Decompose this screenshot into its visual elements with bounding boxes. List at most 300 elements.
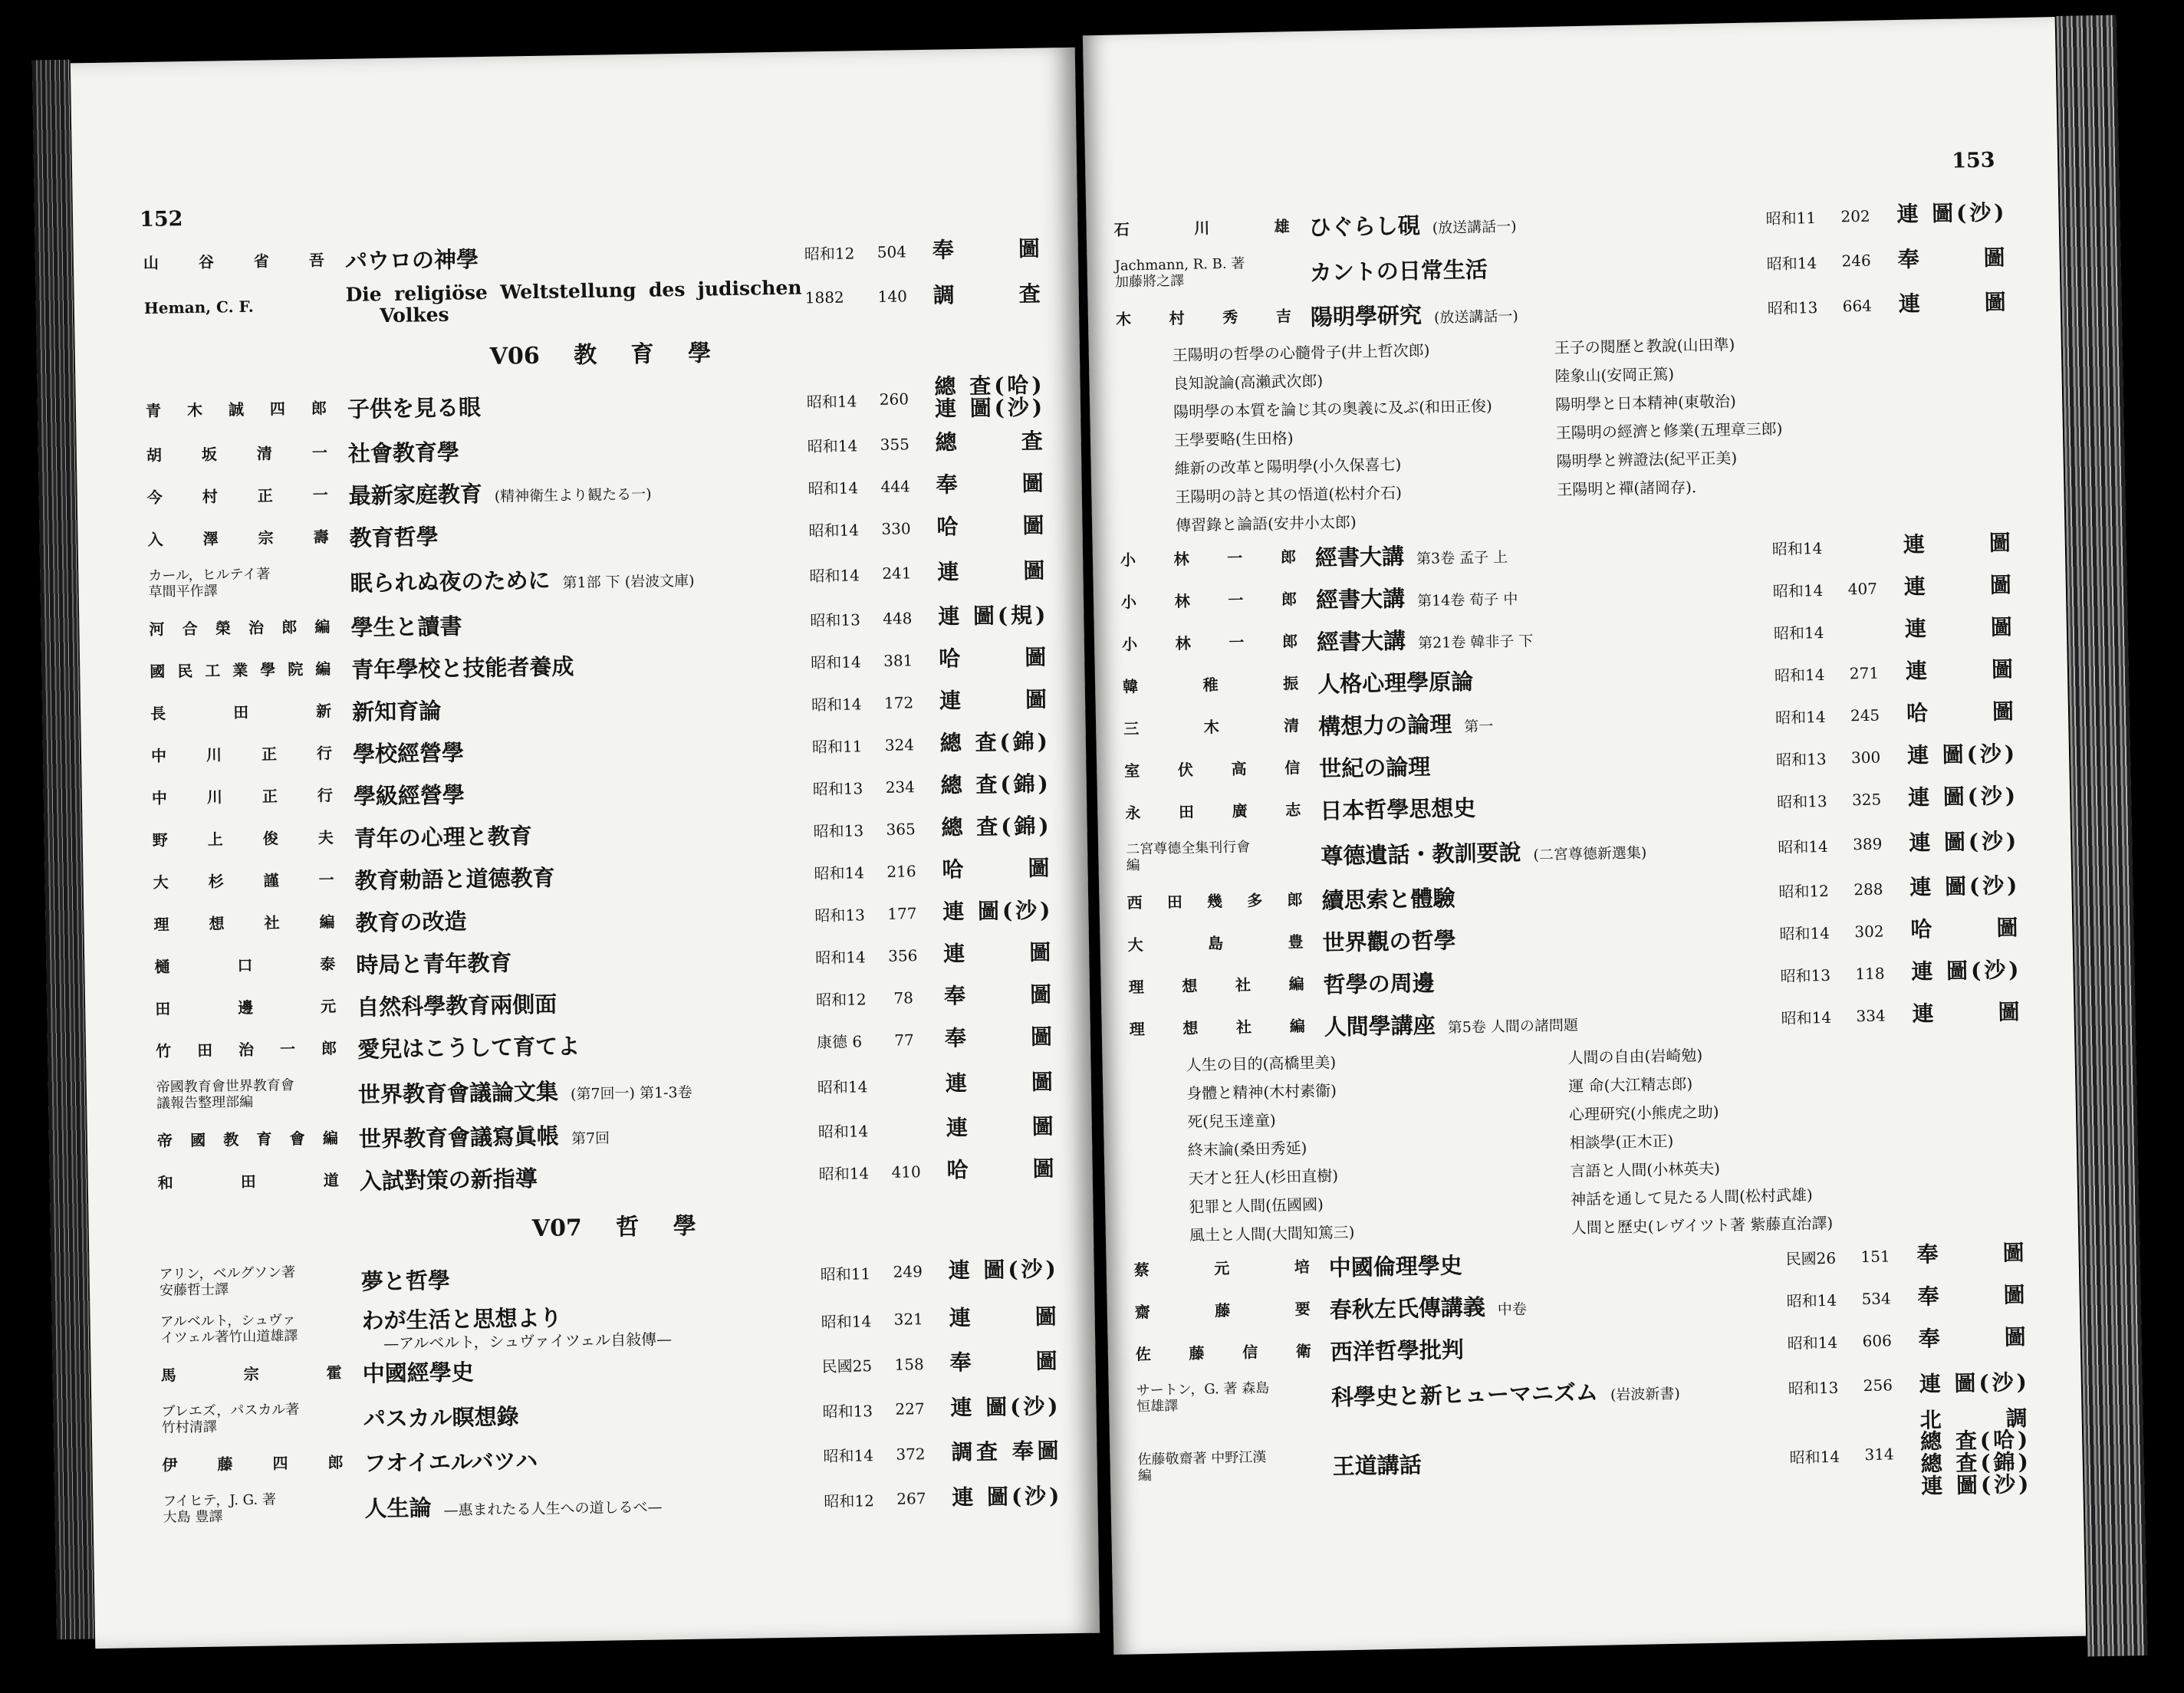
entry-title-line xyxy=(350,559,807,597)
entry-title-line xyxy=(348,429,805,468)
entry-location-line: 連 圖(沙) xyxy=(1911,957,2019,985)
entry-author xyxy=(1123,662,1299,708)
entry-pages: 288 xyxy=(1853,879,1883,899)
entry-title-line xyxy=(358,1070,815,1109)
entry-location xyxy=(1896,192,2005,236)
entry-title-note: 第1部 下 (岩波文庫) xyxy=(562,572,695,591)
entry-location-line: 連 圖(規) xyxy=(938,602,1046,630)
entry-year: 昭和14 xyxy=(811,695,862,715)
entry-location-line: 連 圖(沙) xyxy=(1906,741,2015,769)
entry-title-line xyxy=(349,514,806,552)
contents-item: 王陽明の哲學の心髓骨子(井上哲次郎) xyxy=(1172,340,1430,365)
section-heading: V07 哲 學 xyxy=(531,1212,696,1243)
entry-author-line: 室 伏 高 信 xyxy=(1124,758,1301,781)
entry-author-line: 永 田 廣 志 xyxy=(1125,800,1301,823)
entry-author-line: 西 田 幾 多 郎 xyxy=(1127,890,1303,912)
entry-title-text: 西洋哲學批判 xyxy=(1330,1336,1465,1366)
entry-pages: 140 xyxy=(877,287,908,306)
entry-location-line: 哈 圖 xyxy=(936,512,1044,540)
entry-year: 昭和14 xyxy=(817,1077,868,1096)
entry-title-text: 愛兒はこうして育てよ xyxy=(357,1033,581,1063)
entry-location-line: 連 圖 xyxy=(1898,289,2007,317)
entry-author-line: 佐藤敬齋著 中野江漢 xyxy=(1137,1449,1267,1468)
entry-title-text: 時局と青年教育 xyxy=(356,949,512,978)
entry-location-line: 連 圖(沙) xyxy=(1921,1471,2029,1499)
entry-author-line: 大 杉 謹 一 xyxy=(153,870,334,892)
entry-year: 昭和13 xyxy=(1788,1378,1839,1398)
entry-pages: 172 xyxy=(883,692,914,712)
entry-pages xyxy=(1837,524,1886,567)
entry-title-text: 世紀の論理 xyxy=(1318,753,1431,782)
entry-location xyxy=(938,595,1046,639)
entry-pages: 334 xyxy=(1856,1006,1886,1025)
entry-author xyxy=(156,1027,337,1073)
entry-year: 昭和14 xyxy=(821,1311,872,1331)
entry-location xyxy=(1918,1317,2026,1361)
entry-title-text: 新知育論 xyxy=(351,697,442,725)
entry-title-line xyxy=(362,1349,819,1388)
entry-year: 昭和14 xyxy=(1786,1290,1837,1311)
entry-pages: 302 xyxy=(1854,922,1884,941)
entry-author-line: 帝國教育會世界教育會 xyxy=(156,1077,294,1096)
entry-location xyxy=(932,271,1041,320)
entry-title-text: 人格心理學原論 xyxy=(1317,668,1474,698)
entry-location xyxy=(946,1148,1054,1192)
entry-pages: 314 xyxy=(1864,1445,1894,1465)
entry-year: 昭和14 xyxy=(818,1164,870,1184)
entry-pages: 249 xyxy=(893,1262,923,1281)
entry-author-line: 河 合 榮 治 郎 編 xyxy=(149,617,331,639)
entry-year: 昭和13 xyxy=(814,906,866,925)
entry-title xyxy=(360,1249,817,1303)
entry-author-line: 理 想 社 編 xyxy=(1128,975,1304,997)
entry-year: 昭和14 xyxy=(1771,538,1823,559)
entry-author-line: 長 田 新 xyxy=(150,702,332,723)
entry-author-line: 理 想 社 編 xyxy=(153,912,335,934)
entry-title-line xyxy=(363,1395,820,1433)
entry-author xyxy=(157,1117,339,1162)
entry-title-line xyxy=(359,1157,816,1195)
entry-year: 昭和11 xyxy=(1765,209,1817,228)
entry-title-line xyxy=(1316,574,1771,614)
entry-pages: 365 xyxy=(886,819,916,839)
entry-pages: 267 xyxy=(896,1489,926,1508)
contents-item: 風土と人間(大間知篤三) xyxy=(1189,1222,1355,1244)
entry-author xyxy=(1128,963,1304,1008)
entry-location-line: 總 査(哈) xyxy=(934,373,1042,400)
book-page-left xyxy=(71,48,1100,1649)
contents-item: 心理研究(小熊虎之助) xyxy=(1568,1102,1719,1124)
entry-location-line: 連 圖 xyxy=(1903,530,2011,558)
entry-year: 昭和13 xyxy=(810,610,861,630)
contents-item: 傳習錄と論語(安井小太郎) xyxy=(1175,512,1357,535)
entry-title xyxy=(350,551,807,605)
entry-title-line xyxy=(351,646,808,684)
entry-author xyxy=(151,774,333,820)
entry-title-text: 王道講話 xyxy=(1332,1451,1423,1479)
entry-author xyxy=(157,1159,339,1205)
entry-year: 民國26 xyxy=(1785,1248,1837,1269)
entry-title xyxy=(358,1109,815,1159)
section-heading: V06 教 育 學 xyxy=(489,340,712,370)
entry-location-line: 連 圖 xyxy=(1904,614,2013,643)
entry-subtitle: Volkes xyxy=(379,303,449,327)
entry-author-line: カール，ヒルテイ著 xyxy=(148,566,271,585)
entry-title-note: (第7回一) 第1-3卷 xyxy=(570,1083,692,1103)
entry-author xyxy=(1114,248,1291,298)
entry-title-line xyxy=(352,688,809,726)
entry-pages: 118 xyxy=(1855,964,1885,983)
entry-title-note: (精神衛生より観たる一) xyxy=(494,485,652,505)
entry-title-note: (放送講話一) xyxy=(1432,218,1517,237)
entry-pages: 356 xyxy=(887,945,918,965)
entry-author xyxy=(159,1257,340,1307)
entry-author-line: 大 島 豊 xyxy=(1127,932,1304,955)
entry-title-text: 哲學の周邊 xyxy=(1323,969,1435,998)
entry-location-line: 北 調 xyxy=(1919,1405,2028,1433)
entry-location-line: 連 圖(沙) xyxy=(1919,1369,2028,1397)
entry-author xyxy=(1125,789,1301,834)
entry-location xyxy=(944,974,1052,1017)
entry-location xyxy=(946,1106,1054,1149)
entry-year: 昭和14 xyxy=(814,863,865,883)
entry-year: 康德 6 xyxy=(816,1032,863,1052)
entry-location-line: 連 圖(沙) xyxy=(950,1393,1058,1421)
entry-location-line: 連 圖 xyxy=(1903,572,2012,600)
entry-title-text: 中國經學史 xyxy=(362,1359,474,1387)
entry-title-line xyxy=(1318,701,1773,741)
entry-location xyxy=(936,505,1044,549)
entry-title-line xyxy=(348,472,805,510)
entry-year: 昭和14 xyxy=(1779,923,1830,944)
entry-location-line: 連 圖 xyxy=(939,686,1048,714)
contents-item: 王陽明と禪(諸岡存). xyxy=(1557,478,1697,499)
entry-author xyxy=(153,859,334,904)
entry-location xyxy=(942,847,1050,891)
entry-location xyxy=(939,722,1048,765)
entry-title-text: 經書大講 xyxy=(1315,585,1406,613)
entry-author xyxy=(1126,831,1302,882)
entry-location-line: 奉 圖 xyxy=(1917,1282,2025,1310)
entry-year: 昭和12 xyxy=(815,990,867,1010)
entry-year: 昭和13 xyxy=(1767,298,1818,318)
entry-title-line xyxy=(356,941,813,979)
entry-year: 昭和14 xyxy=(1774,707,1826,728)
entry-pages: 407 xyxy=(1847,579,1878,598)
entry-location xyxy=(1917,1274,2025,1319)
entry-title xyxy=(350,598,807,647)
entry-location-line: 奉 圖 xyxy=(1897,245,2005,272)
entry-author-line: 馬 宗 霍 xyxy=(160,1363,342,1385)
entry-title-line xyxy=(354,856,811,895)
contents-item: 身體と精神(木村素衞) xyxy=(1186,1081,1337,1103)
catalog-list xyxy=(74,228,1098,1535)
entry-title-line xyxy=(1328,1242,1783,1282)
contents-item: 維新の改革と陽明學(小久保喜七) xyxy=(1174,455,1402,478)
contents-item: 天才と狂人(杉田直樹) xyxy=(1188,1166,1339,1188)
entry-location-line: 連 圖 xyxy=(942,939,1051,967)
entry-location-line: 總 査(錦) xyxy=(940,771,1049,798)
entry-title-line xyxy=(1331,1372,1786,1412)
entry-title xyxy=(361,1297,818,1351)
entry-author xyxy=(1124,747,1301,792)
entry-title xyxy=(364,1476,821,1530)
entry-location-line: 調査 奉圖 xyxy=(951,1438,1059,1465)
entry-year: 昭和11 xyxy=(820,1264,871,1284)
entry-author xyxy=(1127,879,1303,924)
entry-location xyxy=(945,1058,1053,1107)
entry-title-text: パスカル瞑想錄 xyxy=(363,1402,519,1432)
entry-title-text: 世界教育會議寫眞帳 xyxy=(358,1123,560,1152)
entry-title-text: 學級經營學 xyxy=(353,781,465,810)
contents-item: 相談學(正木正) xyxy=(1569,1131,1674,1152)
contents-item: 王陽明の詩と其の悟道(松村介石) xyxy=(1175,483,1403,507)
entry-author xyxy=(153,901,335,946)
entry-pages: 234 xyxy=(885,777,916,797)
entry-author-line: 蔡 元 培 xyxy=(1133,1257,1310,1280)
entry-title-text: 夢と哲學 xyxy=(360,1267,451,1295)
entry-author xyxy=(143,239,325,284)
entry-year: 昭和13 xyxy=(1775,749,1827,770)
entry-title-line xyxy=(355,899,812,937)
entry-author-line: Heman, C. F. xyxy=(143,297,254,317)
entry-pages: 410 xyxy=(891,1162,921,1182)
entry-location-line: 哈 圖 xyxy=(946,1156,1054,1183)
entry-title-line xyxy=(1329,1284,1784,1324)
entry-pages: 389 xyxy=(1852,834,1883,854)
entry-author xyxy=(1123,705,1300,750)
entry-pages: 324 xyxy=(884,735,915,754)
entry-title-text: 教育哲學 xyxy=(349,523,439,551)
entry-author xyxy=(1134,1288,1311,1333)
entry-year: 昭和14 xyxy=(808,521,860,541)
contents-item: 陽明學と日本精神(東敬治) xyxy=(1554,392,1736,414)
entry-pages: 216 xyxy=(886,861,916,881)
entry-location xyxy=(952,1472,1060,1521)
entry-title-text: 青年の心理と教育 xyxy=(354,823,533,852)
entry-title-note: 第14卷 荀子 中 xyxy=(1416,590,1518,610)
entry-author xyxy=(143,281,325,332)
entry-title-line xyxy=(357,983,814,1021)
entry-pages: 177 xyxy=(887,903,917,923)
entry-location-line: 奉 圖 xyxy=(932,235,1041,264)
entry-location xyxy=(932,228,1040,272)
entry-title-line xyxy=(360,1257,817,1296)
entry-title-text: 春秋左氏傳講義 xyxy=(1329,1294,1486,1323)
entry-author xyxy=(1137,1420,1314,1514)
entry-title-text: 世界觀の哲學 xyxy=(1322,927,1456,956)
entry-year: 民國25 xyxy=(821,1356,873,1376)
entry-title xyxy=(1330,1363,1785,1419)
entry-author-line: 韓 稚 振 xyxy=(1122,674,1299,696)
entry-location xyxy=(1898,281,2006,326)
entry-title-line xyxy=(1324,1001,1778,1041)
entry-author-line: 和 田 道 xyxy=(157,1171,339,1192)
entry-year: 昭和11 xyxy=(811,737,863,757)
entry-author xyxy=(151,732,333,777)
entry-author xyxy=(160,1304,341,1355)
entry-title-line xyxy=(353,730,810,768)
entry-location xyxy=(1907,733,2015,777)
entry-location-line: 哈 圖 xyxy=(1910,915,2018,943)
entry-pages: 77 xyxy=(894,1030,914,1050)
contents-item: 陽明學と辨證法(紀平正美) xyxy=(1556,449,1738,471)
entry-author xyxy=(1135,1330,1311,1376)
entry-author-line: 佐 藤 信 衛 xyxy=(1135,1341,1312,1364)
entry-title xyxy=(349,508,806,557)
entry-pages: 321 xyxy=(893,1310,923,1329)
entry-pages: 256 xyxy=(1863,1376,1893,1395)
entry-title-text: 陽明學研究 xyxy=(1310,301,1423,330)
entry-year: 昭和14 xyxy=(1773,623,1824,643)
entry-pages: 448 xyxy=(883,608,913,628)
entry-title-text: ひぐらし硯 xyxy=(1308,212,1421,241)
entry-author xyxy=(150,690,332,735)
entry-location xyxy=(949,1340,1057,1384)
entry-author-line: イツェル著竹山道雄譯 xyxy=(160,1327,298,1346)
entry-title-line xyxy=(354,814,811,853)
entry-location xyxy=(1897,234,2005,284)
entry-author xyxy=(161,1394,343,1445)
catalog-list xyxy=(1086,191,2083,1514)
entry-title-line xyxy=(1311,291,1765,331)
entry-title xyxy=(1332,1411,1788,1510)
entry-year: 昭和14 xyxy=(815,948,866,968)
entry-pages xyxy=(880,1060,929,1109)
entry-location xyxy=(1919,1406,2028,1499)
entry-author xyxy=(1133,1246,1310,1291)
entry-location-line: 連 圖(沙) xyxy=(948,1256,1056,1284)
entry-author-line: 木 村 秀 吉 xyxy=(1115,307,1292,329)
entry-year: 昭和14 xyxy=(1766,253,1817,273)
entry-author-line: 中 川 正 行 xyxy=(150,744,333,765)
entry-year: 昭和14 xyxy=(1787,1333,1838,1353)
entry-location xyxy=(1910,907,2018,952)
entry-author-line: 國 民 工 業 學 院 編 xyxy=(150,659,331,681)
entry-author xyxy=(152,817,334,862)
entry-year: 昭和14 xyxy=(809,565,860,585)
entry-pages xyxy=(1839,609,1887,652)
entry-title-line xyxy=(347,385,804,423)
entry-location-line: 奉 圖 xyxy=(943,981,1052,1009)
entry-title-note: 第5卷 人間の諸問題 xyxy=(1447,1017,1579,1037)
page-number: 152 xyxy=(139,207,183,232)
entry-title-line xyxy=(1309,247,1764,287)
entry-title-text: カントの日常生活 xyxy=(1309,255,1488,286)
entry-year: 昭和14 xyxy=(817,1122,869,1142)
entry-title-text: 世界教育會議論文集 xyxy=(357,1078,559,1108)
entry-year: 昭和14 xyxy=(823,1446,874,1466)
entry-title xyxy=(347,376,804,431)
entry-title xyxy=(1321,822,1775,878)
entry-location xyxy=(950,1382,1058,1432)
entry-title-note: 中卷 xyxy=(1497,1300,1528,1319)
entry-location-line: 奉 圖 xyxy=(1916,1240,2024,1267)
entry-location-line: 總 査(哈) xyxy=(1919,1427,2028,1455)
entry-title-line xyxy=(345,237,802,275)
entry-pages: 381 xyxy=(883,650,913,670)
entry-author xyxy=(1113,205,1290,251)
entry-author-line: 竹 田 治 一 郎 xyxy=(155,1039,337,1060)
entry-author xyxy=(1129,1005,1305,1050)
entry-location-line: 奉 圖 xyxy=(1918,1324,2026,1352)
entry-pages: 664 xyxy=(1842,296,1873,315)
entry-pages xyxy=(881,1108,929,1151)
catalog-entry xyxy=(1110,1405,2084,1514)
entry-title-text: 子供を見る眼 xyxy=(347,393,482,422)
entry-title-text: 社會教育學 xyxy=(347,439,460,467)
entry-year: 昭和12 xyxy=(804,244,855,264)
entry-title xyxy=(362,1344,819,1393)
contents-item: 運 命(大江精志郎) xyxy=(1568,1074,1693,1096)
entry-author-line: 伊 藤 四 郎 xyxy=(162,1453,344,1474)
entry-title-line xyxy=(1323,959,1778,999)
entry-pages: 355 xyxy=(880,434,910,454)
entry-title-text: 日本哲學思想史 xyxy=(1319,794,1476,824)
entry-location-line: 奉 圖 xyxy=(936,470,1044,498)
entry-author xyxy=(147,516,329,561)
entry-author-line: 編 xyxy=(1126,857,1140,874)
entry-author-line: 小 林 一 郎 xyxy=(1121,632,1298,654)
entry-title xyxy=(353,725,810,774)
entry-author xyxy=(160,1352,342,1397)
entry-title-text: 構想力の論理 xyxy=(1317,711,1452,740)
contents-item: 終末論(桑田秀延) xyxy=(1187,1139,1307,1160)
entry-title-text: 經書大講 xyxy=(1316,627,1406,656)
entry-author-line: 小 林 一 郎 xyxy=(1120,547,1297,570)
entry-location-line: 連 圖(沙) xyxy=(1896,199,2005,228)
entry-title-note: 第一 xyxy=(1464,718,1494,735)
entry-author-line: 田 邊 元 xyxy=(155,997,337,1018)
entry-author-line: 安藤哲士譯 xyxy=(159,1281,229,1299)
entry-location-line: 哈 圖 xyxy=(1906,699,2015,727)
entry-title-line xyxy=(1308,202,1763,242)
entry-title xyxy=(344,232,801,281)
entry-author-line: 今 村 正 一 xyxy=(146,485,328,507)
entry-author-line: 恒雄譯 xyxy=(1136,1398,1179,1415)
entry-title-line xyxy=(357,1025,814,1063)
contents-item: 良知說論(高瀨武次郎) xyxy=(1173,371,1324,393)
entry-author-line: 理 想 社 編 xyxy=(1129,1017,1305,1039)
entry-location xyxy=(951,1430,1059,1474)
contents-item: 犯罪と人間(伍國國) xyxy=(1188,1195,1324,1216)
entry-location xyxy=(945,1016,1053,1060)
entry-location xyxy=(939,637,1047,681)
entry-title xyxy=(357,1020,814,1069)
entry-pages: 606 xyxy=(1862,1330,1893,1350)
entry-location xyxy=(936,463,1044,507)
entry-author-line: 議報告整理部編 xyxy=(156,1093,254,1112)
entry-year: 昭和13 xyxy=(1776,791,1827,812)
entry-author-line: 三 木 清 xyxy=(1123,716,1300,738)
entry-location xyxy=(943,932,1051,975)
entry-location xyxy=(949,1293,1057,1342)
entry-location-line: 總 査 xyxy=(935,428,1043,455)
entry-location-line: 奉 圖 xyxy=(949,1348,1057,1376)
entry-title-text: わが生活と思想より xyxy=(361,1304,562,1334)
entry-pages: 158 xyxy=(894,1354,924,1374)
entry-location xyxy=(939,679,1048,723)
entry-location xyxy=(948,1245,1056,1294)
entry-pages: 151 xyxy=(1860,1246,1890,1266)
entry-year: 昭和12 xyxy=(1778,881,1830,902)
entry-title-note: (岩波新書) xyxy=(1610,1385,1681,1403)
entry-year: 昭和14 xyxy=(1774,665,1825,685)
entry-author xyxy=(148,558,330,609)
entry-title-line xyxy=(1317,659,1772,699)
entry-location xyxy=(1903,522,2011,567)
entry-pages: 534 xyxy=(1861,1288,1891,1308)
